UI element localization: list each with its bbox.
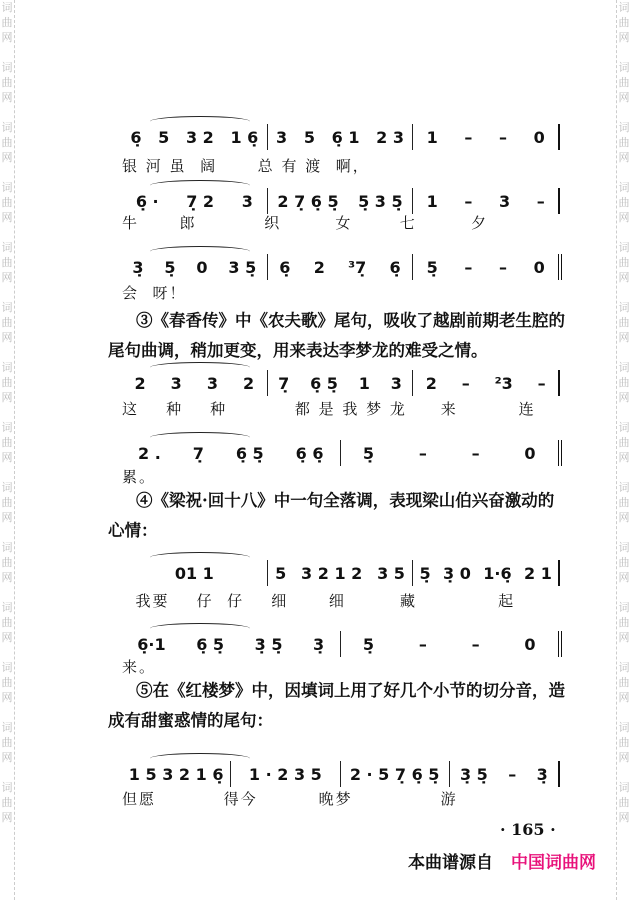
note: 3̣ — [536, 764, 548, 784]
note: 2 7̣ 6̣ 5̣ — [277, 191, 339, 211]
note: 6̣ 5̣ — [310, 373, 338, 393]
watermark-char: 网 — [1, 631, 13, 644]
note: ²3 — [494, 373, 513, 393]
watermark-char: 网 — [618, 31, 630, 44]
watermark-gap — [617, 285, 631, 300]
watermark-char: 网 — [1, 811, 13, 824]
note: 1 — [358, 373, 370, 393]
watermark-char: 词 — [1, 61, 13, 74]
note: 6̣ · — [135, 191, 159, 211]
watermark-char: 曲 — [1, 436, 13, 449]
watermark-gap — [617, 585, 631, 600]
watermark-char: 曲 — [618, 196, 630, 209]
note: 1 — [426, 127, 438, 147]
note: 1 — [426, 191, 438, 211]
slur — [150, 552, 250, 563]
watermark-char: 词 — [1, 241, 13, 254]
note: 3 — [170, 373, 182, 393]
watermark-gap — [0, 825, 14, 840]
note: 6̣ — [279, 257, 291, 277]
note: 0 — [524, 443, 536, 463]
note: 5̣ — [426, 257, 438, 277]
watermark-char: 词 — [1, 481, 13, 494]
watermark-char: 词 — [618, 541, 630, 554]
note: 3̣ 0 — [443, 563, 471, 583]
watermark-gap — [617, 705, 631, 720]
watermark-char: 曲 — [1, 676, 13, 689]
note: – — [464, 127, 473, 147]
note: 5 — [158, 127, 170, 147]
measure — [230, 761, 339, 787]
staff-line — [122, 440, 562, 466]
note: 3 — [241, 191, 253, 211]
measure — [122, 254, 267, 280]
watermark-char: 词 — [618, 1, 630, 14]
watermark-char: 曲 — [1, 796, 13, 809]
watermark-char: 词 — [1, 1, 13, 14]
watermark-char: 词 — [618, 181, 630, 194]
note: – — [464, 191, 473, 211]
note: – — [537, 373, 546, 393]
watermark-char: 词 — [618, 481, 630, 494]
watermark-char: 词 — [1, 781, 13, 794]
watermark-gap — [0, 705, 14, 720]
watermark-char: 词 — [1, 721, 13, 734]
watermark-char: 网 — [618, 451, 630, 464]
watermark-char: 网 — [1, 211, 13, 224]
lyrics: 牛 郎 织 女 七 夕 — [122, 214, 488, 232]
watermark-gap — [0, 585, 14, 600]
note: 6̣·1 — [137, 634, 166, 654]
note: 0 — [196, 257, 208, 277]
watermark-char: 曲 — [618, 496, 630, 509]
watermark-char: 词 — [1, 301, 13, 314]
watermark-char: 网 — [618, 511, 630, 524]
watermark-char: 网 — [618, 571, 630, 584]
note: 2 — [425, 373, 437, 393]
watermark-char: 曲 — [1, 136, 13, 149]
watermark-char: 曲 — [618, 376, 630, 389]
note: 3 2 1 2 — [301, 563, 363, 583]
note: 3 2 — [185, 127, 214, 147]
note: 2 1 — [523, 563, 552, 583]
slur — [150, 432, 250, 443]
measure — [122, 560, 267, 586]
watermark-gap — [0, 165, 14, 180]
measure — [412, 124, 558, 150]
watermark-char: 曲 — [618, 76, 630, 89]
watermark-char: 词 — [618, 241, 630, 254]
note: 2 — [134, 373, 146, 393]
watermark-char: 词 — [618, 781, 630, 794]
paragraph-4: ④《梁祝·回十八》中一句全落调，表现梁山伯兴奋激动的心情： — [108, 491, 555, 540]
measure — [340, 440, 559, 466]
watermark-char: 曲 — [1, 496, 13, 509]
lyrics: 累。 — [122, 468, 157, 486]
watermark-char: 词 — [618, 361, 630, 374]
watermark-gap — [0, 525, 14, 540]
lyrics: 这 种 种 都 是 我 梦 龙 来 连 — [122, 400, 536, 418]
watermark-gap — [0, 345, 14, 360]
note: 5̣ — [419, 563, 431, 583]
measure — [340, 761, 449, 787]
measure — [267, 124, 413, 150]
watermark-gap — [617, 405, 631, 420]
watermark-char: 网 — [618, 331, 630, 344]
watermark-char: 曲 — [618, 616, 630, 629]
paragraph-5: ⑤在《红楼梦》中，因填词上用了好几个小节的切分音，造成有甜蜜惑情的尾句： — [108, 681, 565, 730]
note: 2 — [313, 257, 325, 277]
watermark-gap — [0, 765, 14, 780]
note: 3̣ 5̣ — [459, 764, 488, 784]
note: – — [471, 634, 480, 654]
watermark-char: 曲 — [618, 256, 630, 269]
note: 1·6̣ — [483, 563, 512, 583]
watermark-char: 曲 — [618, 136, 630, 149]
lyrics: 银 河 虽 阔 总 有 渡 啊， — [122, 157, 370, 175]
source-label: 本曲谱源自 — [408, 853, 493, 873]
watermark-right — [616, 0, 631, 900]
measure — [122, 124, 267, 150]
watermark-char: 词 — [1, 601, 13, 614]
lyrics: 会 呀！ — [122, 284, 187, 302]
measure — [267, 254, 413, 280]
measure — [340, 631, 559, 657]
staff-line — [122, 254, 562, 280]
page-number: · 165 · — [500, 820, 556, 839]
note: 3 — [206, 373, 218, 393]
watermark-char: 网 — [618, 391, 630, 404]
watermark-char: 曲 — [618, 556, 630, 569]
measure — [122, 761, 230, 787]
lyrics: 我要 仔 仔 细 细 藏 起 — [122, 592, 516, 610]
note: 2 — [242, 373, 255, 393]
staff-line — [122, 631, 562, 657]
note: – — [498, 127, 507, 147]
watermark-char: 曲 — [1, 376, 13, 389]
measure — [412, 254, 558, 280]
slur — [150, 246, 250, 257]
slur — [150, 753, 250, 764]
note: – — [418, 443, 427, 463]
watermark-char: 曲 — [618, 316, 630, 329]
note: 5 — [275, 563, 287, 583]
measure — [122, 370, 267, 396]
staff-line — [122, 124, 560, 150]
note: 3 5 — [377, 563, 405, 583]
note: ³7̣ — [348, 257, 367, 277]
measure — [267, 188, 413, 214]
watermark-gap — [0, 645, 14, 660]
measure — [412, 188, 558, 214]
slur — [150, 623, 250, 634]
watermark-char: 词 — [1, 361, 13, 374]
note: 6̣ 5̣ — [196, 634, 225, 654]
note: – — [498, 257, 507, 277]
note: 01 1 — [174, 563, 214, 583]
note: 2 · 5 7̣ 6̣ 5̣ — [349, 764, 440, 784]
measure — [267, 370, 413, 396]
watermark-char: 曲 — [618, 676, 630, 689]
measure — [412, 370, 558, 396]
watermark-gap — [617, 765, 631, 780]
watermark-char: 网 — [1, 751, 13, 764]
measure — [412, 560, 558, 586]
note: 6̣ — [130, 127, 142, 147]
watermark-char: 网 — [1, 451, 13, 464]
source-brand[interactable]: 中国词曲网 — [511, 853, 596, 873]
watermark-gap — [617, 645, 631, 660]
watermark-char: 词 — [618, 601, 630, 614]
watermark-gap — [617, 525, 631, 540]
note: – — [536, 191, 545, 211]
staff-line — [122, 370, 560, 396]
note: 5̣ — [362, 634, 375, 654]
note: 0 — [524, 634, 536, 654]
watermark-char: 词 — [1, 181, 13, 194]
note: 3 — [276, 127, 288, 147]
note: 3̣ — [313, 634, 325, 654]
watermark-char: 曲 — [1, 616, 13, 629]
watermark-gap — [0, 405, 14, 420]
watermark-char: 网 — [1, 511, 13, 524]
slur — [150, 116, 250, 127]
measure — [122, 631, 340, 657]
watermark-char: 词 — [1, 661, 13, 674]
watermark-char: 网 — [618, 271, 630, 284]
note: 6̣ — [389, 257, 401, 277]
note: 6̣ 5̣ — [235, 443, 264, 463]
watermark-char: 曲 — [1, 316, 13, 329]
watermark-gap — [0, 465, 14, 480]
lyrics: 来。 — [122, 658, 157, 676]
measure — [267, 560, 413, 586]
watermark-char: 曲 — [1, 556, 13, 569]
note: 3 5̣ — [228, 257, 257, 277]
note: 5̣ — [164, 257, 176, 277]
watermark-char: 曲 — [1, 76, 13, 89]
watermark-gap — [617, 45, 631, 60]
watermark-left — [0, 0, 15, 900]
watermark-char: 词 — [618, 61, 630, 74]
note: – — [418, 634, 427, 654]
watermark-gap — [617, 825, 631, 840]
watermark-char: 曲 — [1, 196, 13, 209]
watermark-char: 网 — [618, 91, 630, 104]
note: 3 — [498, 191, 511, 211]
note: – — [508, 764, 517, 784]
watermark-char: 网 — [618, 211, 630, 224]
watermark-char: 曲 — [618, 796, 630, 809]
note: – — [471, 443, 480, 463]
watermark-char: 曲 — [1, 16, 13, 29]
watermark-char: 网 — [618, 631, 630, 644]
watermark-char: 网 — [1, 391, 13, 404]
watermark-char: 网 — [618, 691, 630, 704]
watermark-char: 网 — [1, 91, 13, 104]
note: 5 — [303, 127, 315, 147]
source-credit — [408, 848, 596, 873]
watermark-char: 网 — [1, 151, 13, 164]
note: 5̣ — [362, 443, 375, 463]
watermark-char: 词 — [618, 421, 630, 434]
watermark-char: 网 — [1, 31, 13, 44]
watermark-char: 词 — [618, 661, 630, 674]
slur — [150, 180, 250, 191]
measure — [449, 761, 558, 787]
watermark-char: 曲 — [1, 256, 13, 269]
watermark-gap — [0, 105, 14, 120]
note: 6̣ 1 — [331, 127, 360, 147]
note: 3̣ 5̣ — [254, 634, 283, 654]
watermark-char: 词 — [1, 421, 13, 434]
measure — [122, 440, 340, 466]
watermark-char: 曲 — [618, 436, 630, 449]
watermark-gap — [617, 225, 631, 240]
note: 0 — [533, 257, 545, 277]
note: 7̣ — [278, 373, 290, 393]
note: 7̣ — [192, 443, 204, 463]
note: 1 6̣ — [230, 127, 259, 147]
note: 5̣ 3 5̣ — [358, 191, 403, 211]
note: 3 — [390, 373, 402, 393]
note: 7̣ 2 — [186, 191, 215, 211]
watermark-gap — [0, 285, 14, 300]
watermark-char: 网 — [1, 271, 13, 284]
watermark-char: 曲 — [618, 16, 630, 29]
watermark-char: 词 — [618, 121, 630, 134]
note: – — [461, 373, 470, 393]
watermark-char: 词 — [1, 541, 13, 554]
watermark-gap — [0, 45, 14, 60]
measure — [122, 188, 267, 214]
watermark-gap — [0, 225, 14, 240]
watermark-char: 词 — [1, 121, 13, 134]
watermark-char: 词 — [618, 301, 630, 314]
paragraph-3: ③《春香传》中《农夫歌》尾句，吸收了越剧前期老生腔的尾句曲调，稍加更变，用来表达李梦龙的难受之情。 — [108, 311, 565, 360]
note: 1 5 3 2 1 6̣ — [128, 764, 224, 784]
watermark-char: 网 — [618, 811, 630, 824]
note: 3̣ — [132, 257, 144, 277]
watermark-gap — [617, 465, 631, 480]
watermark-char: 词 — [618, 721, 630, 734]
watermark-char: 网 — [1, 571, 13, 584]
watermark-char: 网 — [1, 331, 13, 344]
lyrics: 但愿 得今 晚梦 游 — [122, 790, 458, 808]
note: 6̣ 6̣ — [295, 443, 324, 463]
watermark-char: 曲 — [1, 736, 13, 749]
note: 1 · 2 3 5 — [248, 764, 322, 784]
watermark-gap — [617, 345, 631, 360]
watermark-char: 曲 — [618, 736, 630, 749]
watermark-char: 网 — [618, 751, 630, 764]
staff-line — [122, 188, 560, 214]
note: 2 . — [137, 443, 161, 463]
note: – — [464, 257, 473, 277]
watermark-gap — [617, 105, 631, 120]
note: 2 3 — [376, 127, 404, 147]
staff-line — [122, 560, 560, 586]
note: 0 — [533, 127, 545, 147]
watermark-gap — [617, 165, 631, 180]
staff-line — [122, 761, 560, 787]
watermark-char: 网 — [1, 691, 13, 704]
watermark-char: 网 — [618, 151, 630, 164]
